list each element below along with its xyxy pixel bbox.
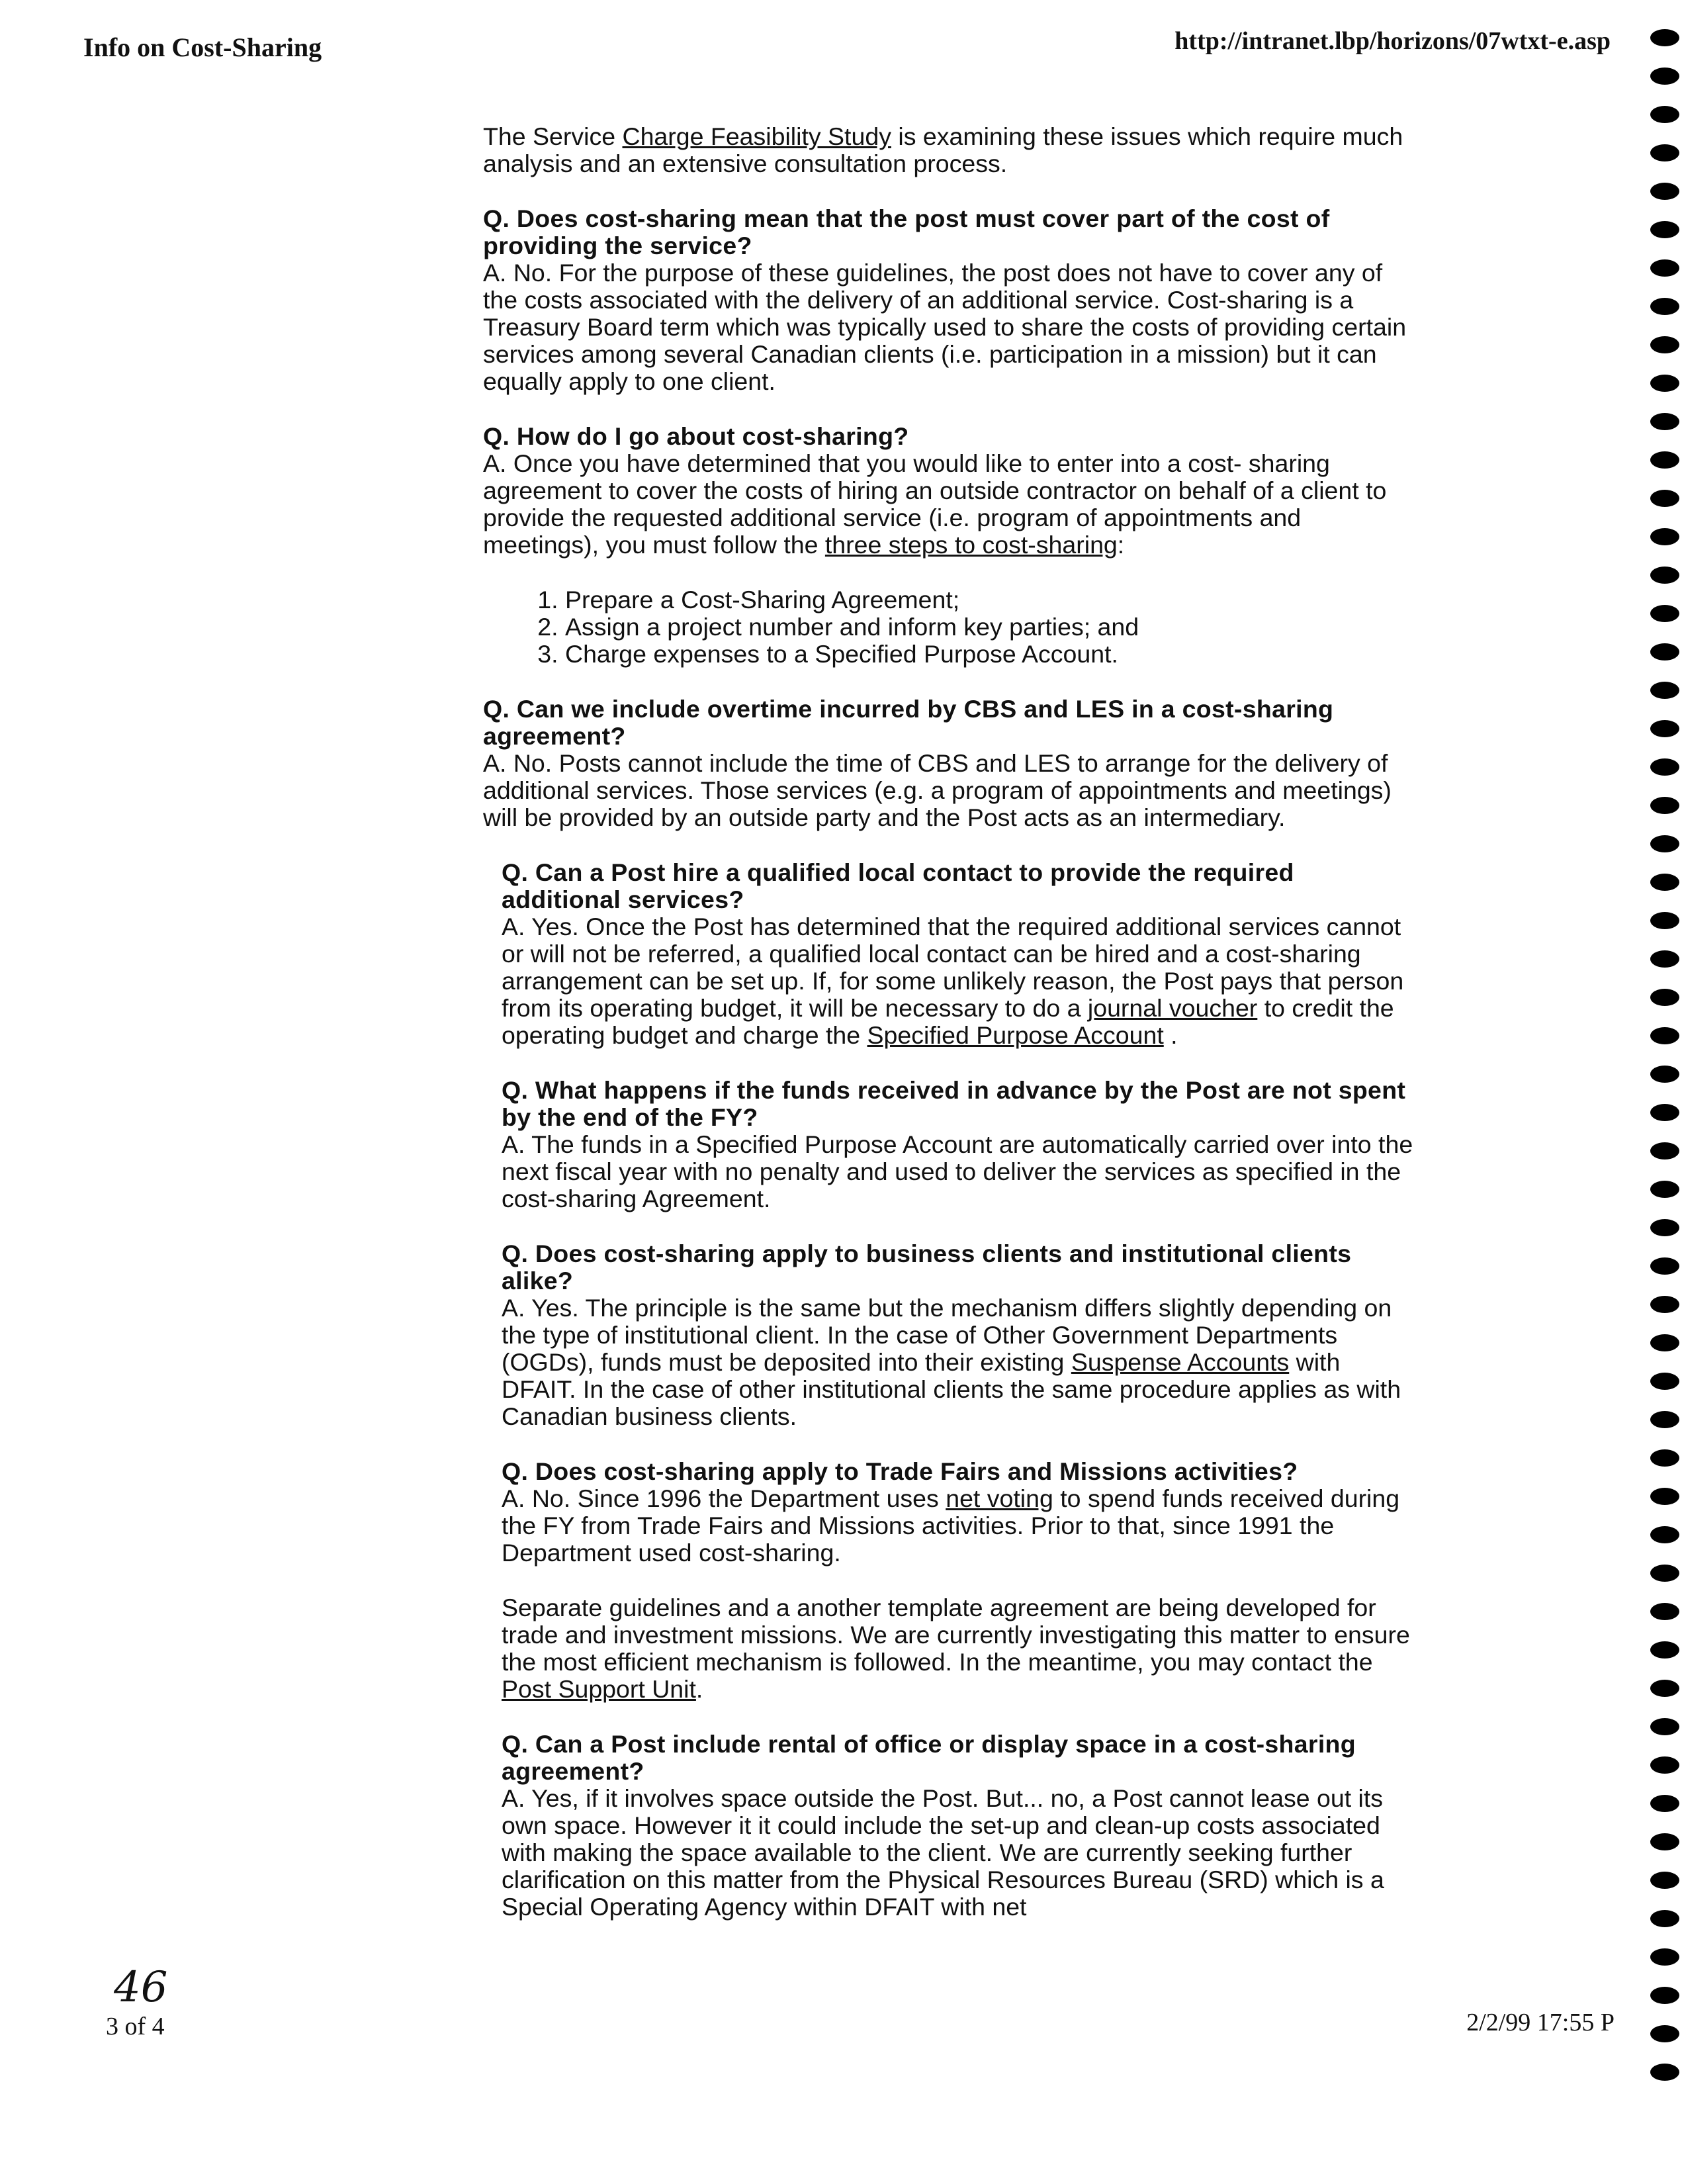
question-5: Q. What happens if the funds received in advance by the Post are not spent by the end of the FY?: [502, 1076, 1406, 1131]
print-timestamp: 2/2/99 17:55 P: [1466, 2009, 1615, 2036]
answer-8: A. Yes, if it involves space outside the Post. But... no, a Post cannot lease out its own space. However it it could include the set-up and clean-up costs associated with making the space available to the client. We are currently seeking further clarification on this matter from the Physical Resources Bureau (SRD) which is a Special Operating Agency within DFAIT with net: [502, 1784, 1384, 1921]
punch-hole: [1650, 797, 1679, 814]
handwritten-page-number: 46: [114, 1963, 168, 2012]
punch-hole: [1650, 1565, 1679, 1582]
punch-hole: [1650, 835, 1679, 852]
punch-hole: [1650, 1257, 1679, 1275]
punch-hole: [1650, 1718, 1679, 1735]
punch-hole: [1650, 989, 1679, 1006]
punch-hole: [1650, 1833, 1679, 1850]
punch-hole: [1650, 1027, 1679, 1044]
punch-hole: [1650, 2064, 1679, 2081]
page-counter: 3 of 4: [106, 2013, 165, 2040]
punch-hole: [1650, 1219, 1679, 1236]
question-4: Q. Can a Post hire a qualified local contact to provide the required additional services?: [502, 858, 1294, 913]
punch-hole: [1650, 605, 1679, 622]
punch-hole: [1650, 1910, 1679, 1927]
punch-hole: [1650, 1641, 1679, 1659]
list-item: 2. Assign a project number and inform key parties; and: [565, 614, 1416, 641]
answer-2: A. Once you have determined that you would like to enter into a cost- sharing agreement to cover the costs of hiring an outside contractor on behalf of a client to provide the requested additional service (i.e. program of appointments and meetings), you must follow the three steps to cost-sharing:: [483, 449, 1387, 559]
punch-hole: [1650, 336, 1679, 353]
punch-hole: [1650, 1066, 1679, 1083]
punch-hole: [1650, 2025, 1679, 2042]
punch-hole: [1650, 1872, 1679, 1889]
punch-hole: [1650, 1680, 1679, 1697]
punch-hole: [1650, 1373, 1679, 1390]
punch-hole: [1650, 682, 1679, 699]
punch-hole: [1650, 68, 1679, 85]
answer-4: A. Yes. Once the Post has determined that the required additional services cannot or will not be referred, a qualified local contact can be hired and a cost-sharing arrangement can be set up. If, for some unlikely reason, the Post pays that person from its operating budget, it will be necessary to do a journal voucher to credit the operating budget and charge the Specified Purpose Account .: [502, 913, 1404, 1049]
page-header-url: http://intranet.lbp/horizons/07wtxt-e.asp: [1174, 27, 1611, 55]
punch-hole: [1650, 451, 1679, 469]
punch-hole: [1650, 1334, 1679, 1351]
punch-hole: [1650, 298, 1679, 315]
punch-hole: [1650, 1142, 1679, 1160]
punch-hole: [1650, 1449, 1679, 1467]
punch-hole: [1650, 1948, 1679, 1966]
page-header-title: Info on Cost-Sharing: [83, 32, 322, 62]
link-specified-purpose-account[interactable]: Specified Purpose Account: [867, 1021, 1164, 1049]
link-service-charge-study[interactable]: Charge Feasibility Study: [622, 122, 891, 150]
punch-hole: [1650, 29, 1679, 46]
question-1: Q. Does cost-sharing mean that the post must cover part of the cost of providing the service?: [483, 205, 1330, 259]
punch-hole: [1650, 1603, 1679, 1620]
punch-hole: [1650, 567, 1679, 584]
punch-hole: [1650, 144, 1679, 161]
punch-hole: [1650, 1526, 1679, 1543]
intro-paragraph: The Service Charge Feasibility Study is examining these issues which require much analysis and an extensive consultation process.: [483, 122, 1403, 177]
punch-hole: [1650, 413, 1679, 430]
question-8: Q. Can a Post include rental of office or display space in a cost-sharing agreement?: [502, 1730, 1356, 1785]
punch-hole: [1650, 1987, 1679, 2004]
punch-hole: [1650, 528, 1679, 545]
punch-hole: [1650, 643, 1679, 660]
question-7: Q. Does cost-sharing apply to Trade Fairs and Missions activities?: [502, 1457, 1298, 1485]
punch-hole: [1650, 912, 1679, 929]
answer-7: A. No. Since 1996 the Department uses net voting to spend funds received during the FY from Trade Fairs and Missions activities. Prior to that, since 1991 the Department used cost-sharing.: [502, 1484, 1400, 1567]
punch-hole: [1650, 183, 1679, 200]
answer-3: A. No. Posts cannot include the time of CBS and LES to arrange for the delivery of additional services. Those services (e.g. a program of appointments and meetings) will be provided by an outside party and the Post acts as an intermediary.: [483, 749, 1392, 831]
link-net-voting[interactable]: net voting: [946, 1484, 1053, 1512]
punch-hole: [1650, 259, 1679, 277]
answer-1: A. No. For the purpose of these guidelines, the post does not have to cover any of the costs associated with the delivery of an additional service. Cost-sharing is a Treasury Board term which was typically used to share the costs of providing certain services among several Canadian clients (i.e. participation in a mission) but it can equally apply to one client.: [483, 259, 1407, 395]
list-item: 3. Charge expenses to a Specified Purpose Account.: [565, 641, 1416, 668]
question-6: Q. Does cost-sharing apply to business clients and institutional clients alike?: [502, 1240, 1352, 1295]
punch-hole: [1650, 1756, 1679, 1774]
question-2: Q. How do I go about cost-sharing?: [483, 422, 909, 450]
punch-hole: [1650, 1104, 1679, 1121]
document-body: [483, 123, 1416, 1921]
punch-hole: [1650, 1181, 1679, 1198]
punch-hole: [1650, 106, 1679, 123]
punch-hole: [1650, 1488, 1679, 1505]
steps-list: [483, 586, 1416, 668]
punch-hole: [1650, 375, 1679, 392]
question-3: Q. Can we include overtime incurred by CBS and LES in a cost-sharing agreement?: [483, 695, 1334, 750]
punch-hole: [1650, 758, 1679, 776]
punch-hole: [1650, 221, 1679, 238]
list-item: 1. Prepare a Cost-Sharing Agreement;: [565, 586, 1416, 614]
link-journal-voucher[interactable]: journal voucher: [1087, 994, 1258, 1022]
punch-hole: [1650, 874, 1679, 891]
link-three-steps[interactable]: three steps to cost-sharing: [824, 531, 1118, 559]
punch-hole: [1650, 1795, 1679, 1812]
punch-hole: [1650, 1411, 1679, 1428]
answer-5: A. The funds in a Specified Purpose Account are automatically carried over into the next fiscal year with no penalty and used to deliver the services as specified in the cost-sharing Agreement.: [502, 1130, 1413, 1212]
answer-6: A. Yes. The principle is the same but the mechanism differs slightly depending on the type of institutional client. In the case of Other Government Departments (OGDs), funds must be deposited into their existing Suspense Accounts with DFAIT. In the case of other institutional clients the same procedure applies as with Canadian business clients.: [502, 1294, 1401, 1430]
punch-hole: [1650, 720, 1679, 737]
punch-hole: [1650, 490, 1679, 507]
punch-hole: [1650, 1296, 1679, 1313]
punch-hole: [1650, 950, 1679, 968]
link-suspense-accounts[interactable]: Suspense Accounts: [1071, 1348, 1290, 1376]
punch-holes: [1650, 29, 1679, 2102]
link-post-support-unit[interactable]: Post Support Unit: [502, 1675, 696, 1703]
answer-7-paragraph: Separate guidelines and a another template agreement are being developed for trade and investment missions. We are currently investigating this matter to ensure the most efficient mechanism is followed. In the meantime, you may contact the Post Support Unit.: [502, 1594, 1410, 1703]
